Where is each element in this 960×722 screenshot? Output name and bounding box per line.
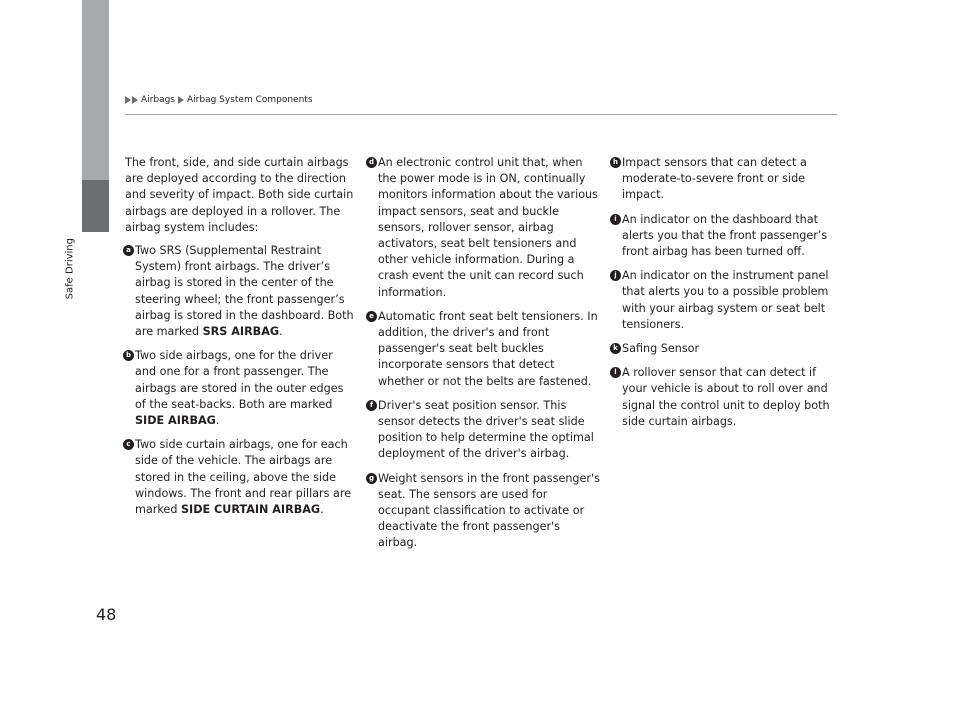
list-item [612, 341, 844, 357]
item-text: A rollover sensor that can detect if your vehicle is about to roll over and signal the control unit to deploy both side curtain airbags. [622, 366, 830, 428]
column-middle [368, 155, 600, 560]
intro-paragraph: The front, side, and side curtain airbags are deployed according to the direction and severity of impact. Both side curtain airbags are deployed in a rollover. The airbag system includes: [125, 156, 354, 234]
item-text: Impact sensors that can detect a moderate-to-severe front or side impact. [622, 156, 807, 202]
breadcrumb [125, 95, 313, 105]
item-text: Two SRS (Supplemental Restraint System) front airbags. The driver’s airbag is stored in the center of the steering wheel; the front passenger’s airbag is stored in the dashboard. Both are marked [135, 244, 354, 339]
item-text: An electronic control unit that, when the power mode is in ON, continually monitors information about the various impact sensors, seat and buckle sensors, rollover sensor, airbag activators, seat belt tensioners and other vehicle information. During a crash event the unit can record such information. [378, 156, 598, 299]
item-text: Weight sensors in the front passenger's seat. The sensors are used for occupant classification to activate or deactivate the front passenger's airbag. [378, 471, 600, 550]
marker-k-icon: k [610, 343, 621, 354]
list-item [125, 437, 357, 518]
item-text: Automatic front seat belt tensioners. In addition, the driver's and front passenger's seat belt buckles incorporate sensors that detect whether or not the belts are fastened. [378, 309, 598, 388]
marker-d-icon: d [366, 157, 377, 168]
item-suffix: . [279, 325, 283, 339]
marker-c-icon: c [123, 439, 134, 450]
item-text: Driver's seat position sensor. This sensor detects the driver's seat slide position to help determine the optimal deployment of the driver's airbag. [378, 398, 594, 461]
list-item [612, 155, 844, 204]
list-item [368, 398, 600, 463]
section-tab-marker [82, 180, 109, 232]
section-label [64, 238, 106, 348]
marker-e-icon: e [366, 311, 377, 322]
breadcrumb-arrow-icon [178, 96, 184, 104]
list-item [368, 155, 600, 301]
breadcrumb-arrow-icon [125, 96, 131, 104]
item-suffix: . [215, 414, 220, 428]
marker-g-icon: g [366, 473, 377, 484]
list-item [125, 348, 357, 429]
item-text: An indicator on the dashboard that alerts you that the front passenger’s front airbag has been turned off. [622, 212, 828, 259]
marker-f-icon: f [366, 400, 377, 411]
marker-a-icon: a [123, 245, 134, 256]
column-right [612, 155, 844, 438]
item-text: Safing Sensor [622, 342, 700, 356]
marker-j-icon: j [610, 270, 621, 281]
marker-h-icon: h [610, 157, 621, 168]
marker-i-icon: i [610, 214, 621, 225]
item-text: Two side airbags, one for the driver and one for a front passenger. The airbags are stored in the outer edges of the seat-backs. Both are marked [135, 349, 344, 411]
marker-l-icon: l [610, 367, 621, 378]
list-item [125, 243, 357, 340]
breadcrumb-item[interactable]: Airbag System Components [187, 95, 313, 105]
list-item [612, 268, 844, 333]
item-suffix: . [320, 503, 324, 517]
list-item [612, 365, 844, 430]
breadcrumb-item[interactable]: Airbags [141, 95, 175, 105]
breadcrumb-arrow-icon [132, 96, 138, 104]
list-item [612, 212, 844, 261]
item-label: SIDE AIRBAG [135, 414, 216, 428]
item-text: Two side curtain airbags, one for each side of the vehicle. The airbags are stored in the ceiling, above the side windows. The front and rear pillars are marked [135, 438, 352, 517]
marker-b-icon: b [123, 350, 134, 361]
item-label: SIDE CURTAIN AIRBAG [180, 503, 321, 517]
page-number: 48 [96, 605, 117, 624]
item-label: SRS AIRBAG [202, 325, 280, 339]
section-label-text: Safe Driving [64, 238, 76, 300]
list-item [368, 471, 600, 552]
column-left [125, 155, 357, 526]
section-tab [82, 0, 109, 232]
header-rule [125, 114, 837, 115]
item-text: An indicator on the instrument panel that alerts you to a possible problem with your airbag system or seat belt tensioners. [622, 269, 829, 331]
list-item [368, 309, 600, 390]
